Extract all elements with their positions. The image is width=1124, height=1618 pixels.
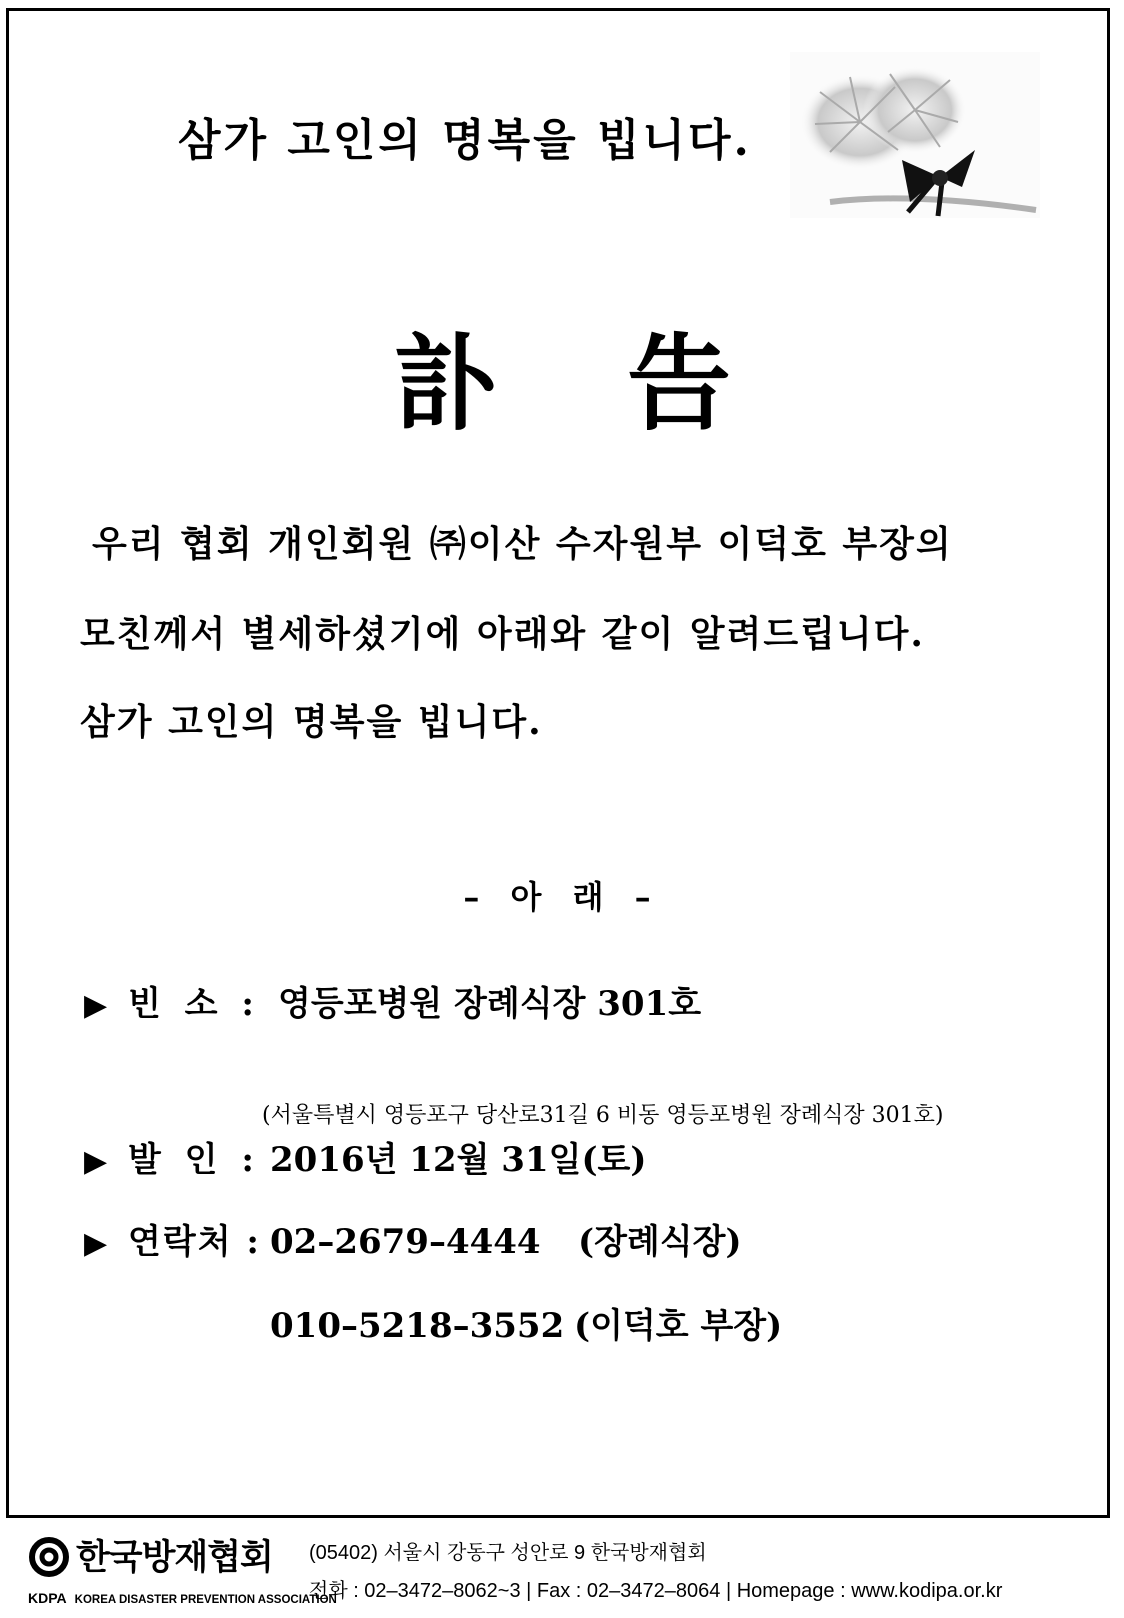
contact-phone-2: 010–5218–3552 [270, 1306, 565, 1346]
contact-note-1: (장례식장) [578, 1222, 742, 1262]
document-frame [6, 8, 1110, 1518]
chrysanthemum-ribbon-icon [790, 52, 1040, 218]
detail-contact [84, 1214, 742, 1263]
logo-subtitle [28, 1590, 337, 1606]
body-line-1: 우리 협회 개인회원 ㈜이산 수자원부 이덕호 부장의 [92, 523, 953, 565]
departure-value: 2016년 12월 31일(토) [270, 1140, 647, 1180]
logo-name: 한국방재협회 [76, 1538, 273, 1578]
detail-contact-2 [270, 1298, 782, 1347]
detail-departure [84, 1132, 646, 1181]
bullet-arrow-icon: ▶ [84, 1226, 108, 1261]
detail-venue [84, 976, 701, 1025]
kdpa-logo [28, 1530, 337, 1614]
contact-note-2: (이덕호 부장) [574, 1306, 783, 1346]
logo-abbr: KDPA [28, 1590, 67, 1606]
body-line-2: 모친께서 별세하셨기에 아래와 같이 알려드립니다. [80, 613, 925, 655]
bullet-arrow-icon: ▶ [84, 988, 108, 1023]
condolence-heading: 삼가 고인의 명복을 빕니다. [178, 115, 752, 166]
footer-contact: 전화 : 02–3472–8062~3 | Fax : 02–3472–8064 | Homepage : www.kodipa.or.kr [309, 1580, 1003, 1602]
venue-address: (서울특별시 영등포구 당산로31길 6 비동 영등포병원 장례식장 301호) [262, 1103, 944, 1128]
below-section-label: – 아 래 – [463, 878, 661, 916]
bullet-arrow-icon: ▶ [84, 1144, 108, 1179]
departure-label: 발 인 : [128, 1140, 260, 1180]
contact-phone-1: 02–2679–4444 [270, 1222, 541, 1262]
venue-label: 빈 소 : [128, 984, 260, 1024]
body-line-3: 삼가 고인의 명복을 빕니다. [80, 701, 543, 743]
kdpa-emblem-icon [28, 1534, 70, 1580]
logo-english-name: KOREA DISASTER PREVENTION ASSOCIATION [74, 1594, 337, 1606]
contact-label: 연락처 : [128, 1222, 261, 1262]
venue-value: 영등포병원 장례식장 301호 [278, 984, 702, 1024]
obituary-title: 訃告 [392, 322, 861, 445]
footer-address: (05402) 서울시 강동구 성안로 9 한국방재협회 [309, 1542, 707, 1564]
